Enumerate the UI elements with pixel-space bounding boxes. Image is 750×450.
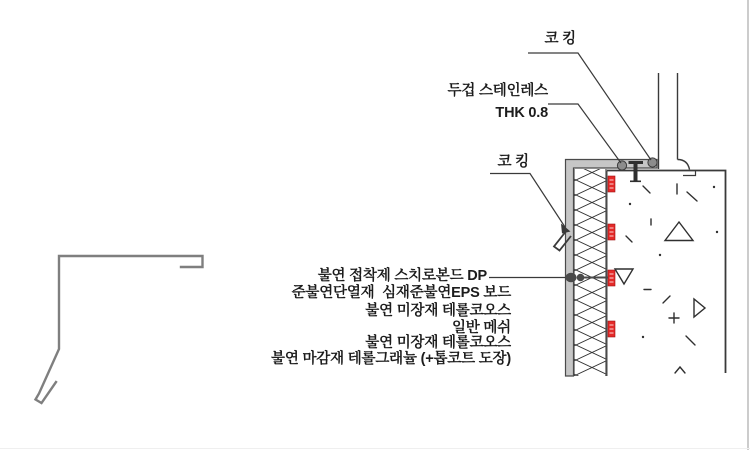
label-material-insulation-board: 준불연단열재 심재준불연EPS 보드	[291, 284, 511, 301]
caulking-dot	[648, 158, 657, 167]
concrete-speckles	[615, 184, 718, 373]
coping-flashing-profile	[36, 256, 203, 403]
adhesive-dabs	[608, 176, 615, 337]
label-coping-material: 두겁 스테인레스	[447, 83, 548, 99]
label-material-mesh: 일반 메쉬	[451, 319, 511, 336]
leader-coping	[548, 104, 621, 163]
handrail-post	[659, 73, 690, 170]
wall-section	[566, 73, 726, 376]
label-material-basecoat: 불연 미장재 테롤코오스	[365, 302, 511, 319]
insulation-hatch	[574, 169, 606, 376]
label-caulking-top: 코 킹	[544, 31, 576, 47]
label-material-secondcoat: 불연 미장재 테롤코오스	[365, 334, 511, 351]
page-right-edge	[747, 0, 749, 450]
label-caulking-left: 코 킹	[497, 154, 529, 170]
caulk-fillet-arc	[678, 160, 690, 170]
leader-caulking-left	[490, 174, 565, 228]
label-coping-thickness: THK 0.8	[495, 105, 548, 121]
caulking-dot	[617, 161, 626, 170]
label-material-adhesive: 불연 접착제 스치로본드 DP	[317, 268, 487, 284]
page-bottom-edge	[0, 448, 750, 449]
concrete-outline	[607, 171, 726, 374]
label-material-finish: 불연 마감재 테롤그래뉼 (+톱코트 도장)	[271, 350, 511, 367]
